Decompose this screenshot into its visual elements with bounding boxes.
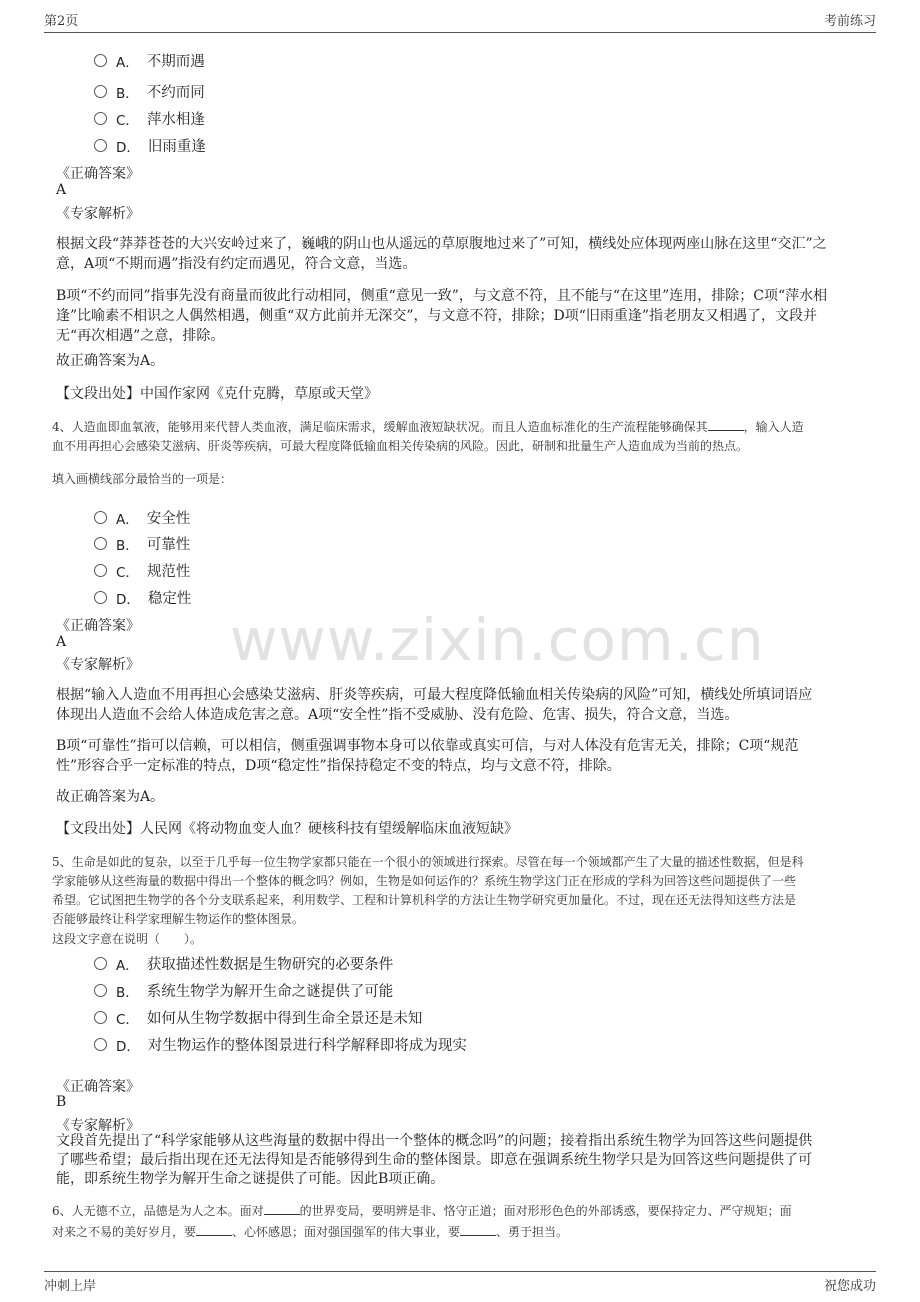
radio-icon[interactable] [94,1038,107,1051]
q4-option-b[interactable]: B． 可靠性 [94,533,190,554]
q5-answer: B [56,1094,67,1110]
q4-option-d[interactable]: D． 稳定性 [94,587,191,608]
radio-icon[interactable] [94,984,107,997]
q4-answer-label: 《正确答案》 [56,618,140,634]
q6-stem: 6、人无德不立，品德是为人之本。面对 的世界变局，要明辨是非、恪守正道；面对形形色色的外部诱惑，要保持定力、严守规矩；面 对来之不易的美好岁月，要 、心怀感恩；面对强国强军的伟大事业，要 、勇于担当。 [52,1204,792,1239]
radio-icon[interactable] [94,957,107,970]
q3-source: 【文段出处】中国作家网《克什克腾，草原或天堂》 [56,386,378,402]
q4-stem: 4、人造血即血氧液，能够用来代替人类血液，满足临床需求，缓解血液短缺状况。而且人造血标准化的生产流程能够确保其 ，输入人造 血不用再担心会感染艾滋病、肝炎等疾病，可最大程度降低输血相关传染病的风险。因此，研制和批量生产人造血成为当前的热点。 [52,420,804,453]
fill-blank [708,418,744,431]
q3-answer-label: 《正确答案》 [56,166,140,182]
q3-option-d[interactable]: D． 旧雨重逢 [94,135,206,156]
q5-prompt: 这段文字意在说明（ ）。 [52,932,203,946]
radio-icon[interactable] [94,85,107,98]
radio-icon[interactable] [94,1011,107,1024]
q4-analysis-p1: 根据“输入人造血不用再担心会感染艾滋病、肝炎等疾病，可最大程度降低输血相关传染病的风险”可知，横线处所填词语应 体现出人造血不会给人体造成危害之意。A项“安全性”指不受威胁、没有危险、危害、损失，符合文意，当选。 [56,687,813,723]
radio-icon[interactable] [94,511,107,524]
radio-icon[interactable] [94,139,107,152]
q3-option-a[interactable]: A． 不期而遇 [94,50,205,71]
radio-icon[interactable] [94,54,107,67]
page-number: 第2页 [44,14,79,29]
watermark: www.zixin.com.cn [230,606,765,674]
q3-option-b[interactable]: B． 不约而同 [94,81,205,102]
header-title: 考前练习 [823,14,876,29]
q5-answer-label: 《正确答案》 [56,1079,140,1095]
radio-icon[interactable] [94,564,107,577]
q4-answer: A [56,634,67,650]
footer-right: 祝您成功 [823,1279,876,1294]
q5-stem: 5、生命是如此的复杂，以至于几乎每一位生物学家都只能在一个很小的领域进行探索。尽管在每一个领域都产生了大量的描述性数据，但是科 学家能够从这些海量的数据中得出一个整体的概念吗？例如，生物是如何运作的？系统生物学这门正在形成的学科为回答这些问题提供了一些 希望。它试图把生物学的各个分支联系起来，利用数学、工程和计算机科学的方法让生物学研究更加量化。不过，现在还无法得知这些方法是 否能够最终让科学家理解生物运作的整体图景。 [52,855,804,926]
q5-analysis: 文段首先提出了“科学家能够从这些海量的数据中得出一个整体的概念吗”的问题；接着指出系统生物学为回答这些问题提供 了哪些希望；最后指出现在还无法得知是否能够得到生命的整体图景。即意在强调系统生物学只是为回答这些问题提供了可 能，即系统生物学为解开生命之谜提供了可能。因此B项正确。 [56,1133,813,1187]
radio-icon[interactable] [94,537,107,550]
q4-option-c[interactable]: C． 规范性 [94,560,190,581]
fill-blank [196,1223,232,1236]
q5-option-c[interactable]: C． 如何从生物学数据中得到生命全景还是未知 [94,1007,422,1028]
q3-conclusion: 故正确答案为A。 [56,353,165,369]
q4-option-a[interactable]: A． 安全性 [94,507,190,528]
fill-blank [264,1202,300,1215]
q3-analysis-p2: B项“不约而同”指事先没有商量而彼此行动相同，侧重“意见一致”，与文意不符，且不能与“在这里”连用，排除；C项“萍水相 逢”比喻素不相识之人偶然相遇，侧重“双方此前并无深交”，与文意不符，排除；D项“旧雨重逢”指老朋友又相遇了，文段并 无“再次相遇”之意，排除。 [56,288,828,344]
q4-prompt: 填入画横线部分最恰当的一项是： [52,472,233,486]
q4-source: 【文段出处】人民网《将动物血变人血？硬核科技有望缓解临床血液短缺》 [56,821,518,837]
q3-option-c[interactable]: C． 萍水相逢 [94,108,205,129]
radio-icon[interactable] [94,591,107,604]
q3-analysis-p1: 根据文段“莽莽苍苍的大兴安岭过来了，巍峨的阴山也从遥远的草原腹地过来了”可知，横线处应体现两座山脉在这里“交汇”之 意，A项“不期而遇”指没有约定而遇见，符合文意，当选。 [56,236,827,272]
radio-icon[interactable] [94,112,107,125]
q4-conclusion: 故正确答案为A。 [56,789,165,805]
q3-answer: A [56,182,67,198]
fill-blank [460,1223,496,1236]
q5-option-b[interactable]: B． 系统生物学为解开生命之谜提供了可能 [94,980,393,1001]
q4-analysis-p2: B项“可靠性”指可以信赖，可以相信，侧重强调事物本身可以依靠或真实可信，与对人体没有危害无关，排除；C项“规范 性”形容合乎一定标准的特点，D项“稳定性”指保持稳定不变的特点，均与文意不符，排除。 [56,738,799,774]
q5-option-d[interactable]: D． 对生物运作的整体图景进行科学解释即将成为现实 [94,1034,467,1055]
page-footer [44,1271,876,1296]
footer-left: 冲刺上岸 [44,1279,97,1294]
q4-analysis-label: 《专家解析》 [56,657,140,673]
page-header [44,10,876,33]
q5-analysis-label: 《专家解析》 [56,1118,140,1134]
q3-analysis-label: 《专家解析》 [56,206,140,222]
q5-option-a[interactable]: A． 获取描述性数据是生物研究的必要条件 [94,953,393,974]
